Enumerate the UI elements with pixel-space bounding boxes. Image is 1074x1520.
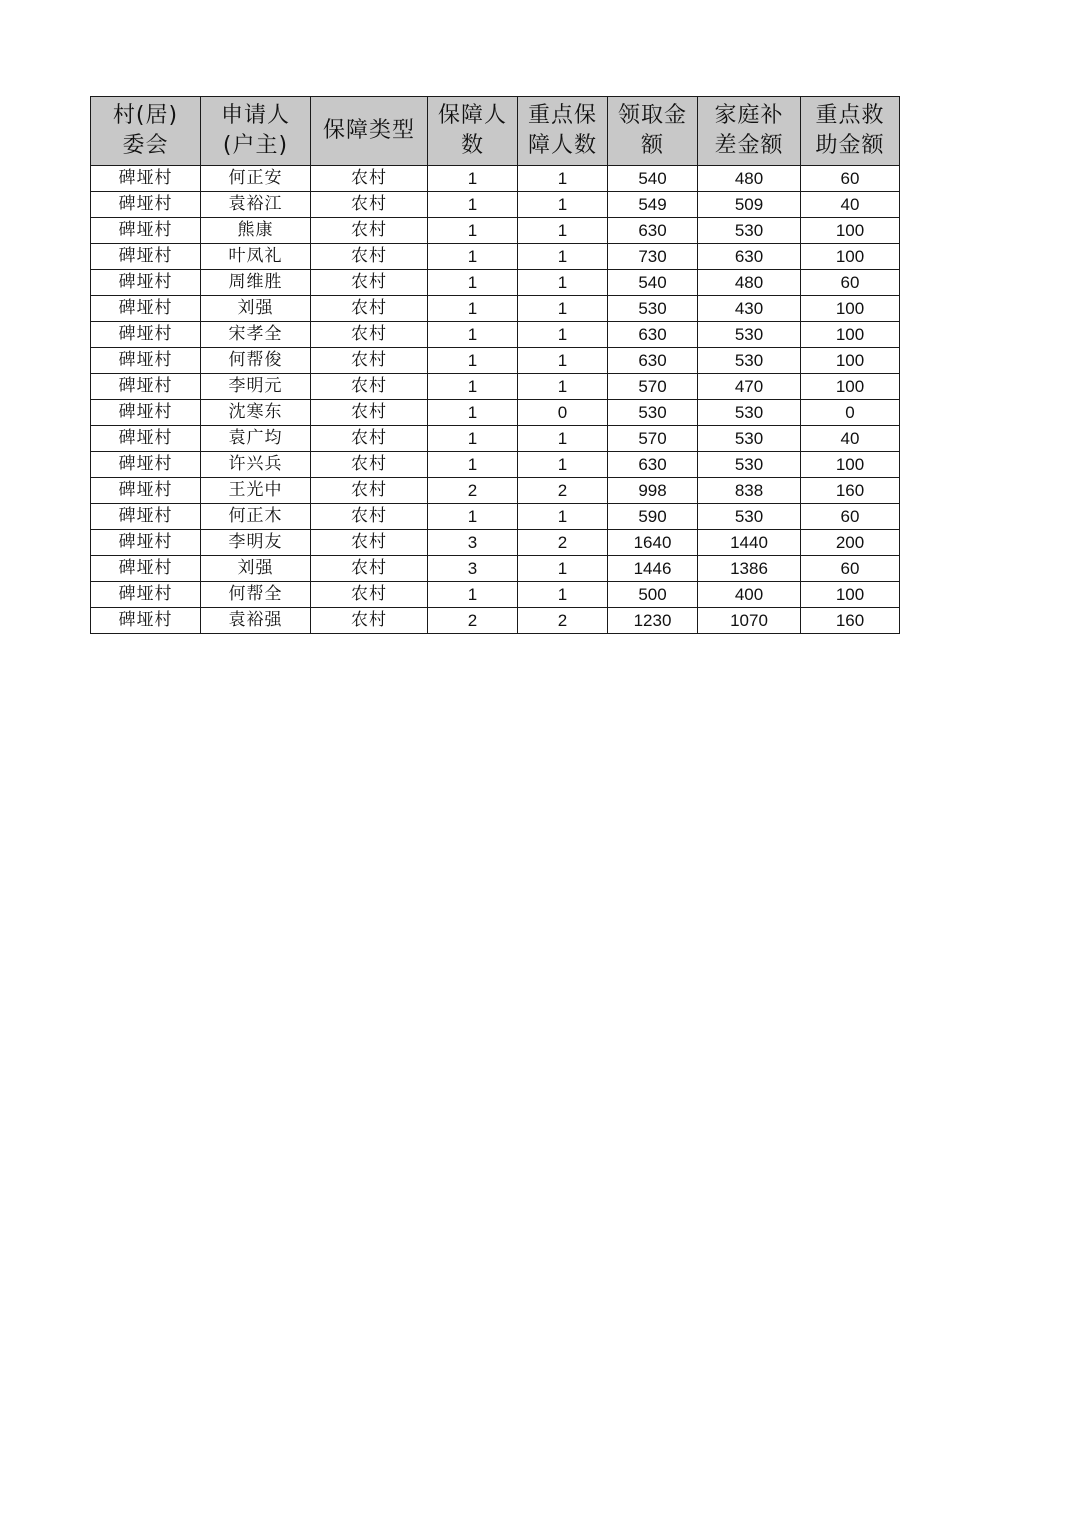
cell-persons: 1 [428,426,518,452]
cell-applicant: 何帮俊 [201,348,311,374]
cell-received-amount: 1640 [608,530,698,556]
table-row [91,374,900,400]
header-received-amount [608,97,698,166]
cell-key-relief: 100 [801,582,900,608]
cell-persons: 1 [428,166,518,192]
cell-key-relief: 100 [801,218,900,244]
cell-persons: 1 [428,296,518,322]
cell-applicant: 沈寒东 [201,400,311,426]
cell-village: 碑垭村 [91,426,201,452]
cell-persons: 1 [428,374,518,400]
cell-family-supplement: 530 [698,348,801,374]
table-row [91,400,900,426]
cell-key-relief: 200 [801,530,900,556]
table-row [91,322,900,348]
cell-received-amount: 998 [608,478,698,504]
header-text-line: 申请人 [220,103,290,128]
table-row [91,192,900,218]
cell-type: 农村 [311,192,428,218]
cell-key-persons: 1 [518,218,608,244]
cell-key-relief: 60 [801,166,900,192]
header-text-line: 障人数 [527,133,597,158]
cell-key-persons: 1 [518,270,608,296]
cell-type: 农村 [311,478,428,504]
cell-village: 碑垭村 [91,582,201,608]
cell-family-supplement: 509 [698,192,801,218]
cell-village: 碑垭村 [91,608,201,634]
header-text-line: 数 [460,133,484,158]
table-row [91,426,900,452]
cell-family-supplement: 530 [698,322,801,348]
cell-family-supplement: 530 [698,426,801,452]
cell-type: 农村 [311,296,428,322]
header-text-line: 额 [640,133,664,158]
cell-persons: 3 [428,530,518,556]
cell-village: 碑垭村 [91,270,201,296]
cell-village: 碑垭村 [91,244,201,270]
cell-type: 农村 [311,218,428,244]
header-guarantee-type [311,97,428,166]
cell-village: 碑垭村 [91,192,201,218]
header-key-guaranteed-persons [518,97,608,166]
cell-persons: 1 [428,218,518,244]
cell-key-persons: 0 [518,400,608,426]
cell-family-supplement: 480 [698,270,801,296]
cell-applicant: 袁裕强 [201,608,311,634]
cell-applicant: 许兴兵 [201,452,311,478]
cell-key-persons: 2 [518,478,608,504]
cell-key-relief: 100 [801,374,900,400]
cell-persons: 1 [428,192,518,218]
header-key-relief-amount [801,97,900,166]
cell-type: 农村 [311,582,428,608]
cell-family-supplement: 530 [698,452,801,478]
cell-type: 农村 [311,322,428,348]
cell-key-persons: 1 [518,504,608,530]
header-text-line: 领取金 [617,103,687,128]
cell-village: 碑垭村 [91,374,201,400]
header-text-line: 保障类型 [322,118,415,143]
cell-persons: 1 [428,400,518,426]
cell-type: 农村 [311,348,428,374]
cell-persons: 3 [428,556,518,582]
cell-family-supplement: 430 [698,296,801,322]
table-body [91,166,900,634]
header-text-line: 差金额 [714,133,784,158]
cell-key-persons: 1 [518,244,608,270]
header-row [91,97,900,166]
table-row [91,478,900,504]
table-row [91,244,900,270]
cell-village: 碑垭村 [91,322,201,348]
cell-persons: 1 [428,452,518,478]
table-row [91,504,900,530]
cell-persons: 1 [428,244,518,270]
relief-table [90,96,900,634]
cell-persons: 1 [428,270,518,296]
cell-applicant: 刘强 [201,296,311,322]
cell-key-relief: 0 [801,400,900,426]
cell-applicant: 王光中 [201,478,311,504]
cell-family-supplement: 1440 [698,530,801,556]
table-row [91,166,900,192]
header-text-line: (户主) [222,133,289,158]
cell-type: 农村 [311,270,428,296]
cell-applicant: 周维胜 [201,270,311,296]
cell-key-persons: 2 [518,530,608,556]
cell-received-amount: 630 [608,348,698,374]
cell-village: 碑垭村 [91,478,201,504]
cell-key-persons: 1 [518,556,608,582]
cell-key-relief: 60 [801,504,900,530]
cell-received-amount: 570 [608,374,698,400]
cell-received-amount: 1446 [608,556,698,582]
cell-persons: 1 [428,504,518,530]
cell-village: 碑垭村 [91,504,201,530]
header-text-line: 村(居) [112,103,179,128]
cell-key-persons: 1 [518,426,608,452]
cell-received-amount: 549 [608,192,698,218]
cell-family-supplement: 470 [698,374,801,400]
cell-family-supplement: 838 [698,478,801,504]
cell-village: 碑垭村 [91,452,201,478]
cell-applicant: 宋孝全 [201,322,311,348]
header-family-supplement-amount [698,97,801,166]
cell-family-supplement: 530 [698,400,801,426]
cell-village: 碑垭村 [91,400,201,426]
cell-key-relief: 100 [801,348,900,374]
cell-key-persons: 1 [518,296,608,322]
cell-applicant: 熊康 [201,218,311,244]
cell-family-supplement: 530 [698,504,801,530]
table-row [91,556,900,582]
header-text-line: 助金额 [815,133,885,158]
table-row [91,218,900,244]
cell-persons: 1 [428,582,518,608]
cell-type: 农村 [311,166,428,192]
cell-key-relief: 160 [801,478,900,504]
cell-key-persons: 1 [518,374,608,400]
cell-key-persons: 1 [518,166,608,192]
header-text-line: 家庭补 [714,103,784,128]
cell-key-relief: 60 [801,270,900,296]
cell-received-amount: 530 [608,296,698,322]
cell-received-amount: 530 [608,400,698,426]
cell-key-relief: 40 [801,192,900,218]
header-village-committee [91,97,201,166]
cell-key-persons: 1 [518,348,608,374]
cell-family-supplement: 1070 [698,608,801,634]
cell-village: 碑垭村 [91,348,201,374]
cell-type: 农村 [311,426,428,452]
cell-received-amount: 540 [608,270,698,296]
cell-type: 农村 [311,608,428,634]
cell-key-persons: 1 [518,582,608,608]
cell-key-persons: 2 [518,608,608,634]
cell-received-amount: 630 [608,452,698,478]
cell-key-relief: 100 [801,296,900,322]
cell-type: 农村 [311,530,428,556]
cell-received-amount: 540 [608,166,698,192]
cell-received-amount: 590 [608,504,698,530]
cell-key-relief: 100 [801,322,900,348]
header-text-line: 重点救 [815,103,885,128]
cell-persons: 1 [428,348,518,374]
cell-applicant: 何正木 [201,504,311,530]
cell-type: 农村 [311,452,428,478]
cell-key-persons: 1 [518,452,608,478]
cell-family-supplement: 1386 [698,556,801,582]
cell-key-persons: 1 [518,192,608,218]
header-guaranteed-persons [428,97,518,166]
table-row [91,582,900,608]
table-row [91,608,900,634]
cell-village: 碑垭村 [91,166,201,192]
cell-applicant: 袁广均 [201,426,311,452]
cell-key-relief: 60 [801,556,900,582]
cell-applicant: 李明友 [201,530,311,556]
cell-village: 碑垭村 [91,218,201,244]
cell-received-amount: 630 [608,218,698,244]
cell-persons: 2 [428,608,518,634]
header-text-line: 委会 [122,133,169,158]
cell-applicant: 何帮全 [201,582,311,608]
cell-applicant: 袁裕江 [201,192,311,218]
cell-persons: 2 [428,478,518,504]
table-row [91,296,900,322]
cell-village: 碑垭村 [91,530,201,556]
cell-key-relief: 100 [801,452,900,478]
cell-received-amount: 500 [608,582,698,608]
header-applicant [201,97,311,166]
cell-key-relief: 160 [801,608,900,634]
cell-family-supplement: 480 [698,166,801,192]
table-row [91,452,900,478]
cell-applicant: 何正安 [201,166,311,192]
cell-family-supplement: 530 [698,218,801,244]
cell-received-amount: 730 [608,244,698,270]
cell-received-amount: 570 [608,426,698,452]
cell-key-relief: 40 [801,426,900,452]
cell-village: 碑垭村 [91,556,201,582]
cell-village: 碑垭村 [91,296,201,322]
table-row [91,530,900,556]
cell-type: 农村 [311,374,428,400]
header-text-line: 保障人 [437,103,507,128]
cell-persons: 1 [428,322,518,348]
cell-type: 农村 [311,244,428,270]
cell-family-supplement: 400 [698,582,801,608]
table-row [91,348,900,374]
cell-applicant: 叶凤礼 [201,244,311,270]
cell-applicant: 李明元 [201,374,311,400]
cell-received-amount: 630 [608,322,698,348]
cell-key-persons: 1 [518,322,608,348]
header-text-line: 重点保 [527,103,597,128]
cell-family-supplement: 630 [698,244,801,270]
cell-type: 农村 [311,556,428,582]
cell-type: 农村 [311,400,428,426]
cell-received-amount: 1230 [608,608,698,634]
table-row [91,270,900,296]
cell-applicant: 刘强 [201,556,311,582]
cell-key-relief: 100 [801,244,900,270]
cell-type: 农村 [311,504,428,530]
